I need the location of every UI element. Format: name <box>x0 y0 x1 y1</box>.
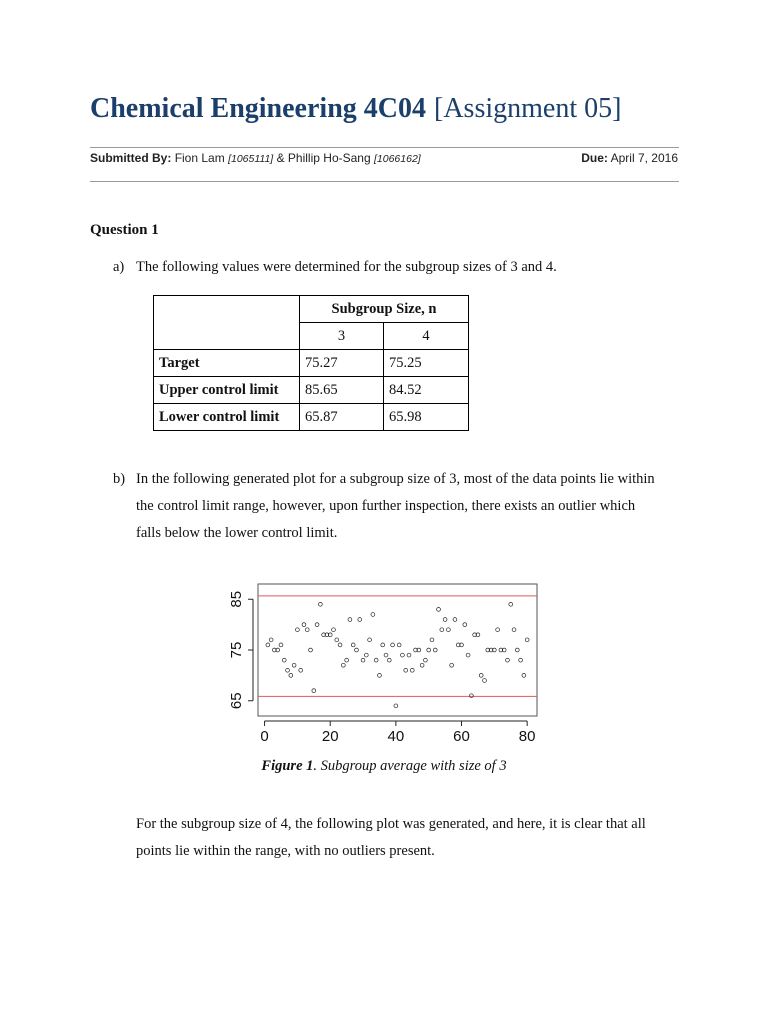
data-point <box>361 658 365 662</box>
data-point <box>358 618 362 622</box>
data-point <box>269 638 273 642</box>
data-point <box>338 643 342 647</box>
data-point <box>427 648 431 652</box>
part-a-marker: a) <box>113 259 125 275</box>
data-point <box>401 653 405 657</box>
table-row <box>154 377 469 404</box>
data-point <box>469 694 473 698</box>
figure-label: Figure 1 <box>261 758 314 774</box>
data-point <box>509 602 513 606</box>
data-point <box>318 602 322 606</box>
data-point <box>515 648 519 652</box>
data-point <box>483 679 487 683</box>
data-point <box>391 643 395 647</box>
top-divider <box>90 147 679 148</box>
author-2-name: Phillip Ho-Sang <box>287 151 371 165</box>
size-3-header: 3 <box>300 323 384 350</box>
data-point <box>332 628 336 632</box>
part-b-marker: b) <box>113 471 126 487</box>
data-point <box>410 668 414 672</box>
data-point <box>266 643 270 647</box>
data-point <box>453 618 457 622</box>
bottom-divider <box>90 181 679 182</box>
data-point <box>424 658 428 662</box>
control-limits-table <box>153 295 469 431</box>
data-point <box>351 643 355 647</box>
row-label-lcl: Lower control limit <box>154 404 300 431</box>
x-tick-label: 80 <box>518 728 536 745</box>
data-point <box>496 628 500 632</box>
due-date: April 7, 2016 <box>610 151 678 165</box>
data-point <box>387 658 391 662</box>
x-tick-label: 60 <box>453 728 470 745</box>
subgroup-average-chart <box>220 575 550 747</box>
lcl-size-3: 65.87 <box>300 404 384 431</box>
figure-description: . Subgroup average with size of 3 <box>313 758 507 774</box>
author-2-id: [1066162] <box>373 153 421 165</box>
subgroup-4-line-2: points lie within the range, with no outliers present. <box>136 843 435 859</box>
data-point <box>345 658 349 662</box>
data-point <box>394 704 398 708</box>
part-b-line-1: In the following generated plot for a subgroup size of 3, most of the data points lie within <box>136 471 655 487</box>
data-point <box>430 638 434 642</box>
x-tick-label: 0 <box>260 728 269 745</box>
data-point <box>519 658 523 662</box>
table-row <box>154 404 469 431</box>
data-point <box>512 628 516 632</box>
data-point <box>364 653 368 657</box>
data-point <box>355 648 359 652</box>
ucl-size-4: 84.52 <box>384 377 469 404</box>
data-point <box>295 628 299 632</box>
author-separator: & <box>276 151 285 165</box>
data-point <box>279 643 283 647</box>
data-point <box>292 663 296 667</box>
data-point <box>341 663 345 667</box>
data-point <box>371 613 375 617</box>
part-b-text <box>136 466 655 547</box>
data-point <box>315 623 319 627</box>
figure-caption <box>0 758 768 775</box>
lcl-size-4: 65.98 <box>384 404 469 431</box>
data-point <box>437 607 441 611</box>
data-point <box>443 618 447 622</box>
data-point <box>368 638 372 642</box>
x-tick-label: 40 <box>387 728 405 745</box>
row-label-target: Target <box>154 350 300 377</box>
part-b-line-2: the control limit range, however, upon further inspection, there exists an outlier which <box>136 498 636 514</box>
data-point <box>522 673 526 677</box>
target-size-4: 75.25 <box>384 350 469 377</box>
data-point <box>506 658 510 662</box>
data-point <box>440 628 444 632</box>
data-points <box>266 602 529 707</box>
subgroup-size-header: Subgroup Size, n <box>300 296 469 323</box>
y-tick-label: 85 <box>228 590 245 608</box>
document-title <box>90 93 621 125</box>
data-point <box>525 638 529 642</box>
target-size-3: 75.27 <box>300 350 384 377</box>
data-point <box>282 658 286 662</box>
row-label-ucl: Upper control limit <box>154 377 300 404</box>
author-1-name: Fion Lam <box>174 151 225 165</box>
data-point <box>289 673 293 677</box>
size-4-header: 4 <box>384 323 469 350</box>
data-point <box>397 643 401 647</box>
table-row <box>154 350 469 377</box>
data-point <box>479 673 483 677</box>
data-point <box>407 653 411 657</box>
y-axis <box>228 591 253 709</box>
data-point <box>433 648 437 652</box>
data-point <box>305 628 309 632</box>
data-point <box>299 668 303 672</box>
data-point <box>286 668 290 672</box>
subgroup-4-text <box>136 811 646 865</box>
author-1-id: [1065111] <box>228 153 274 165</box>
data-point <box>312 689 316 693</box>
assignment-label: [Assignment 05] <box>434 93 622 124</box>
ucl-size-3: 85.65 <box>300 377 384 404</box>
data-point <box>404 668 408 672</box>
submitted-by-line <box>90 151 421 165</box>
part-a-text: The following values were determined for the subgroup sizes of 3 and 4. <box>136 259 557 275</box>
data-point <box>335 638 339 642</box>
data-point <box>466 653 470 657</box>
data-point <box>446 628 450 632</box>
submitted-label: Submitted By: <box>90 151 172 165</box>
due-date-line <box>581 151 678 165</box>
data-point <box>374 658 378 662</box>
part-b-line-3: falls below the lower control limit. <box>136 525 338 541</box>
course-title: Chemical Engineering 4C04 <box>90 93 426 124</box>
table-corner-cell <box>154 296 300 350</box>
data-point <box>384 653 388 657</box>
due-label: Due: <box>581 151 608 165</box>
data-point <box>420 663 424 667</box>
question-heading: Question 1 <box>90 222 159 238</box>
data-point <box>381 643 385 647</box>
subgroup-4-line-1: For the subgroup size of 4, the following plot was generated, and here, it is clear that all <box>136 816 646 832</box>
data-point <box>463 623 467 627</box>
x-axis <box>260 721 535 745</box>
data-point <box>378 673 382 677</box>
y-tick-label: 65 <box>228 692 245 710</box>
data-point <box>348 618 352 622</box>
data-point <box>450 663 454 667</box>
y-tick-label: 75 <box>228 641 245 659</box>
data-point <box>302 623 306 627</box>
data-point <box>309 648 313 652</box>
x-tick-label: 20 <box>321 728 339 745</box>
